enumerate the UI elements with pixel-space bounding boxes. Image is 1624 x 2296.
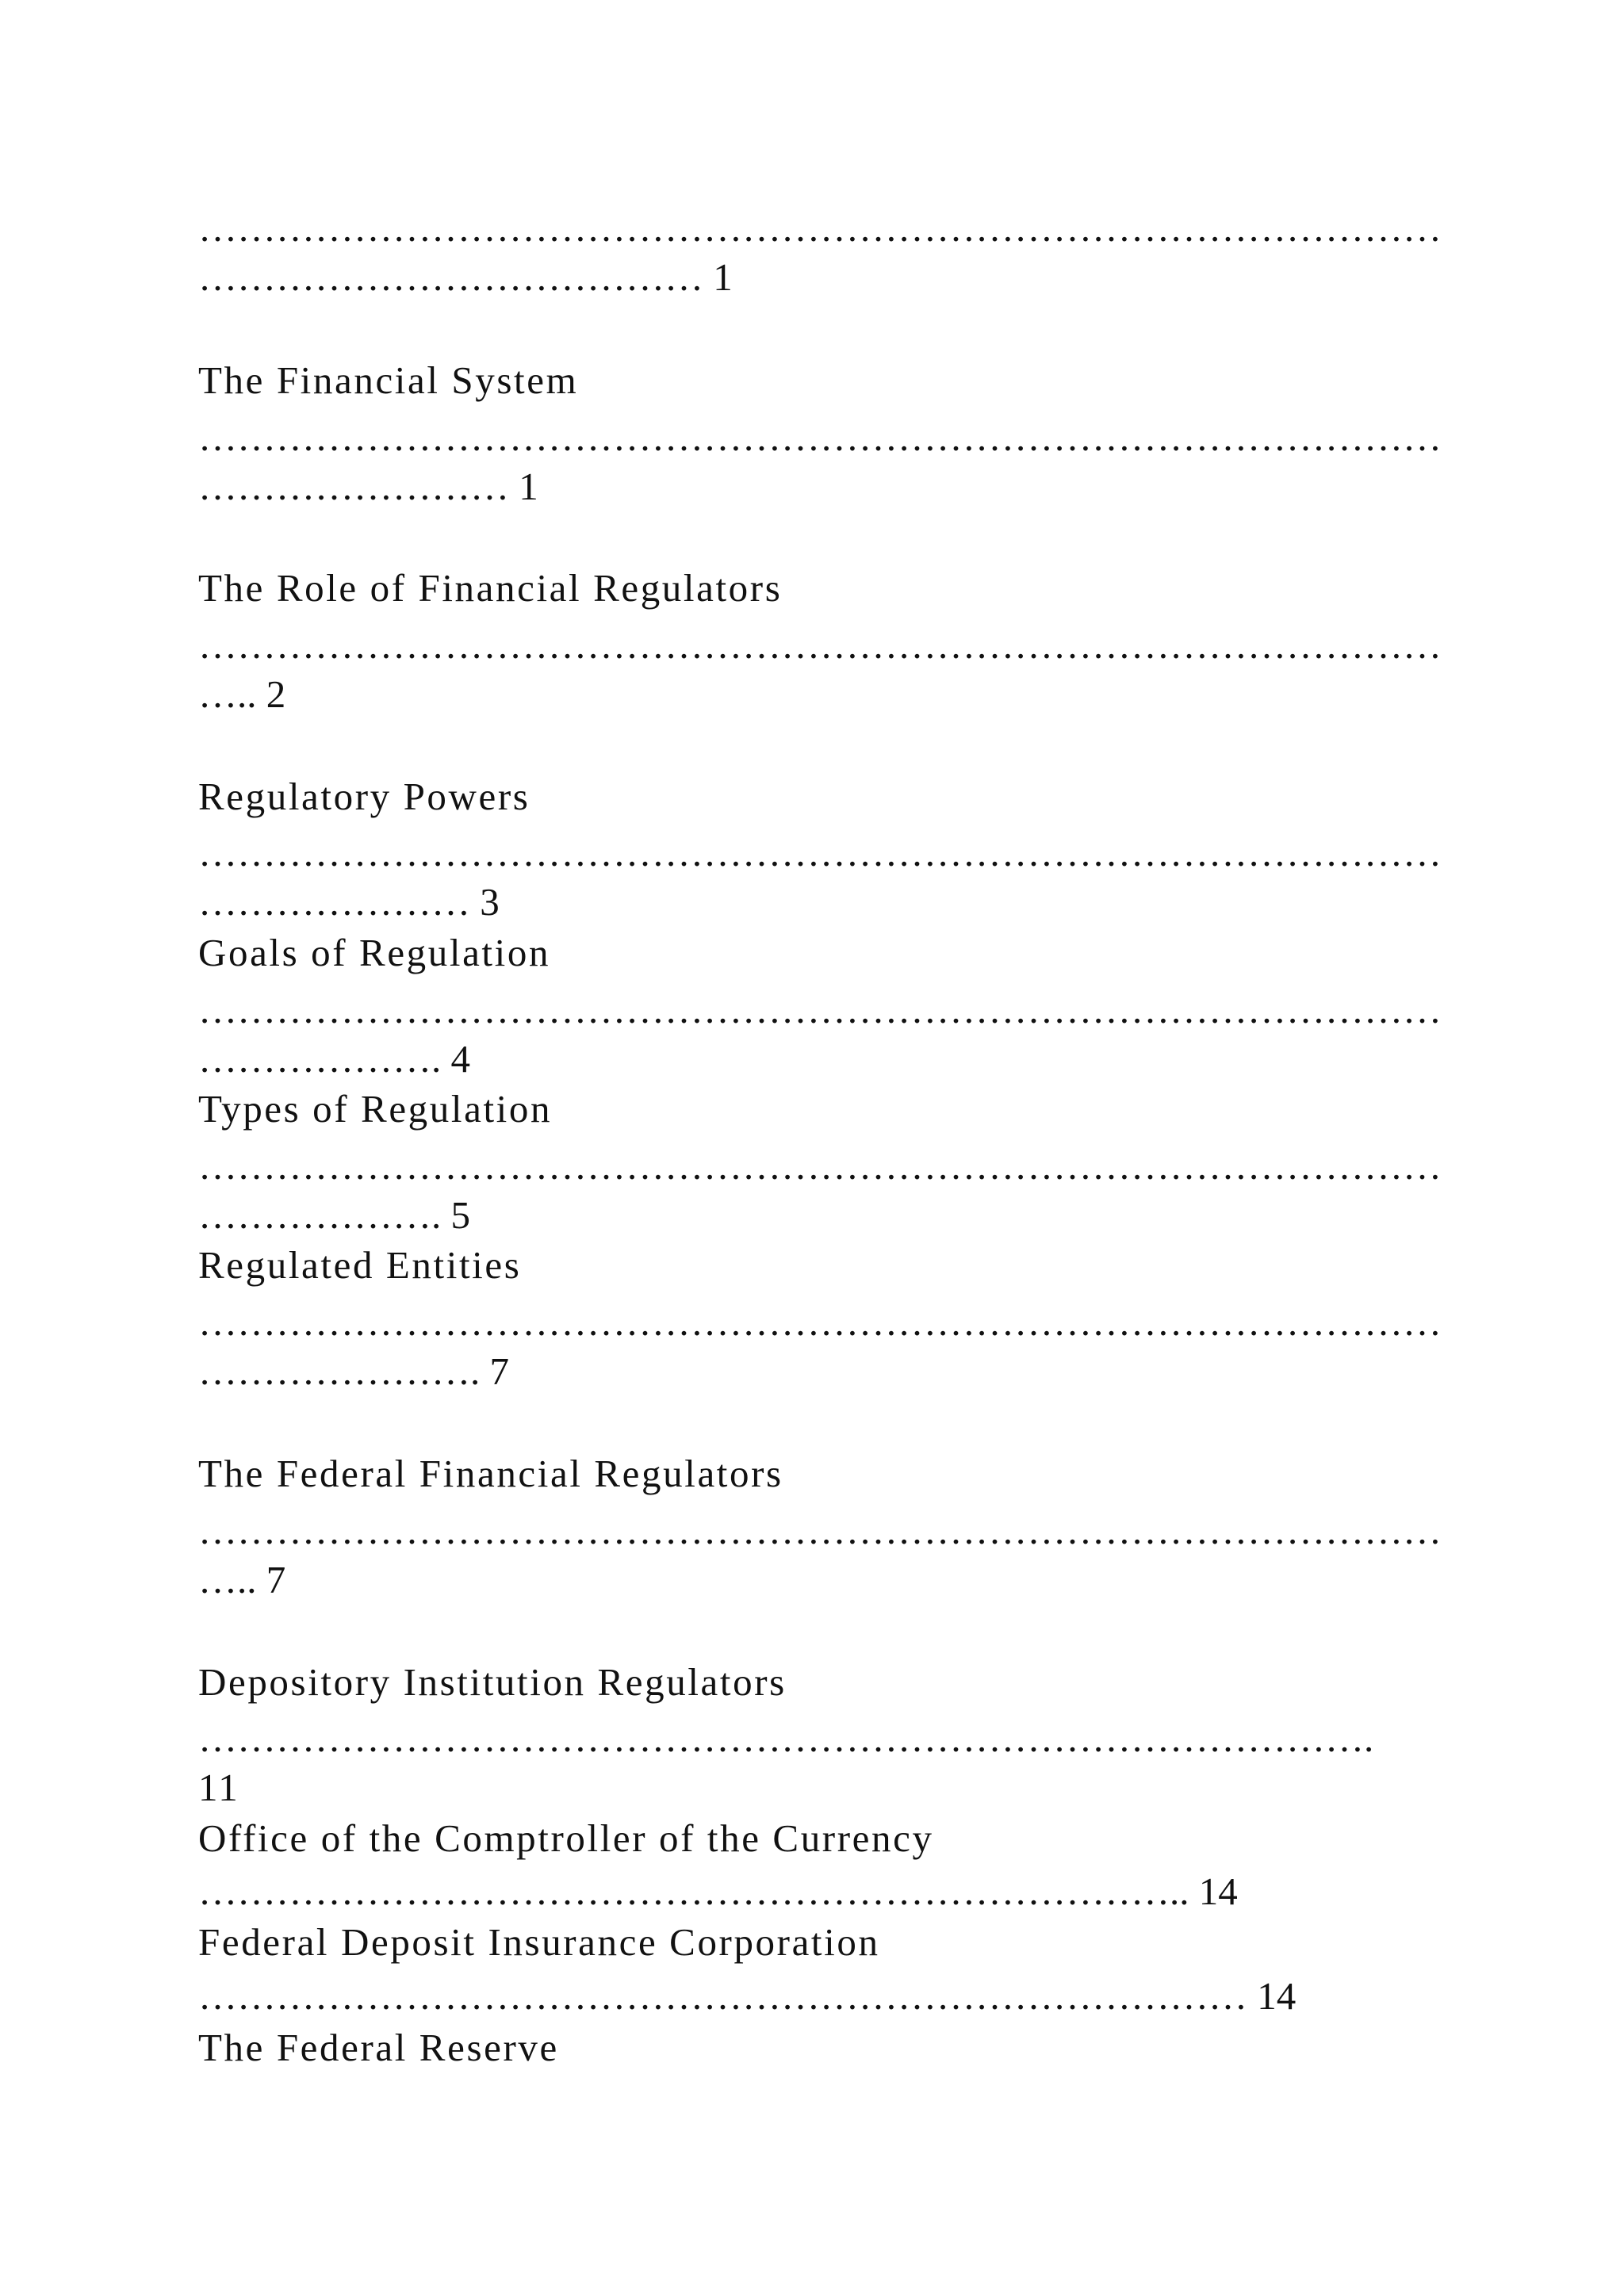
toc-entry-title: Regulated Entities <box>198 1243 522 1287</box>
toc-entry-title: Regulatory Powers <box>198 775 530 818</box>
toc-page-number-line: ………………… 3 <box>198 880 500 924</box>
toc-page-number-line: …………………… 1 <box>198 465 538 508</box>
toc-page-number-line: ………………………………… 1 <box>198 255 733 299</box>
toc-leader-line: …………………………………………………………………………………… <box>198 831 1442 874</box>
toc-page-number-line: ….. 2 <box>198 672 286 716</box>
toc-page-number-line: 11 <box>198 1766 240 1809</box>
toc-entry-title: The Federal Reserve <box>198 2026 559 2069</box>
toc-leader-line: …………………………………………………………………………………… <box>198 1300 1442 1344</box>
toc-page-number-line: ………………. 4 <box>198 1037 470 1081</box>
toc-entry-title: Types of Regulation <box>198 1087 553 1131</box>
toc-leader-line: …………………………………………………………………………………… <box>198 988 1442 1031</box>
toc-entry-title: The Federal Financial Regulators <box>198 1452 783 1495</box>
toc-leader-line: ………………………………………………………………….. 14 <box>198 1869 1238 1913</box>
toc-page-number-line: ….. 7 <box>198 1558 286 1601</box>
toc-page-number-line: ………………. 5 <box>198 1193 470 1237</box>
toc-entry-title: Goals of Regulation <box>198 931 551 974</box>
toc-leader-line: …………………………………………………………………………………… <box>198 1144 1442 1188</box>
toc-entry-title: The Role of Financial Regulators <box>198 566 783 610</box>
toc-entry-title: Federal Deposit Insurance Corporation <box>198 1920 880 1964</box>
toc-page-number-line: …………………. 7 <box>198 1349 509 1393</box>
toc-leader-line: …………………………………………………………………………………… <box>198 415 1442 459</box>
toc-leader-line: ……………………………………………………………………… 14 <box>198 1974 1297 2018</box>
toc-entry-title: Depository Institution Regulators <box>198 1660 787 1704</box>
toc-leader-line: …………………………………………………………………………………… <box>198 623 1442 667</box>
toc-leader-line: ………………………………………………………………………………. <box>198 1716 1374 1760</box>
toc-entry-title: Office of the Comptroller of the Currency <box>198 1816 934 1860</box>
toc-leader-line: …………………………………………………………………………………… <box>198 1509 1442 1552</box>
toc-leader-line: …………………………………………………………………………………… <box>198 206 1442 250</box>
toc-entry-title: The Financial System <box>198 358 579 402</box>
